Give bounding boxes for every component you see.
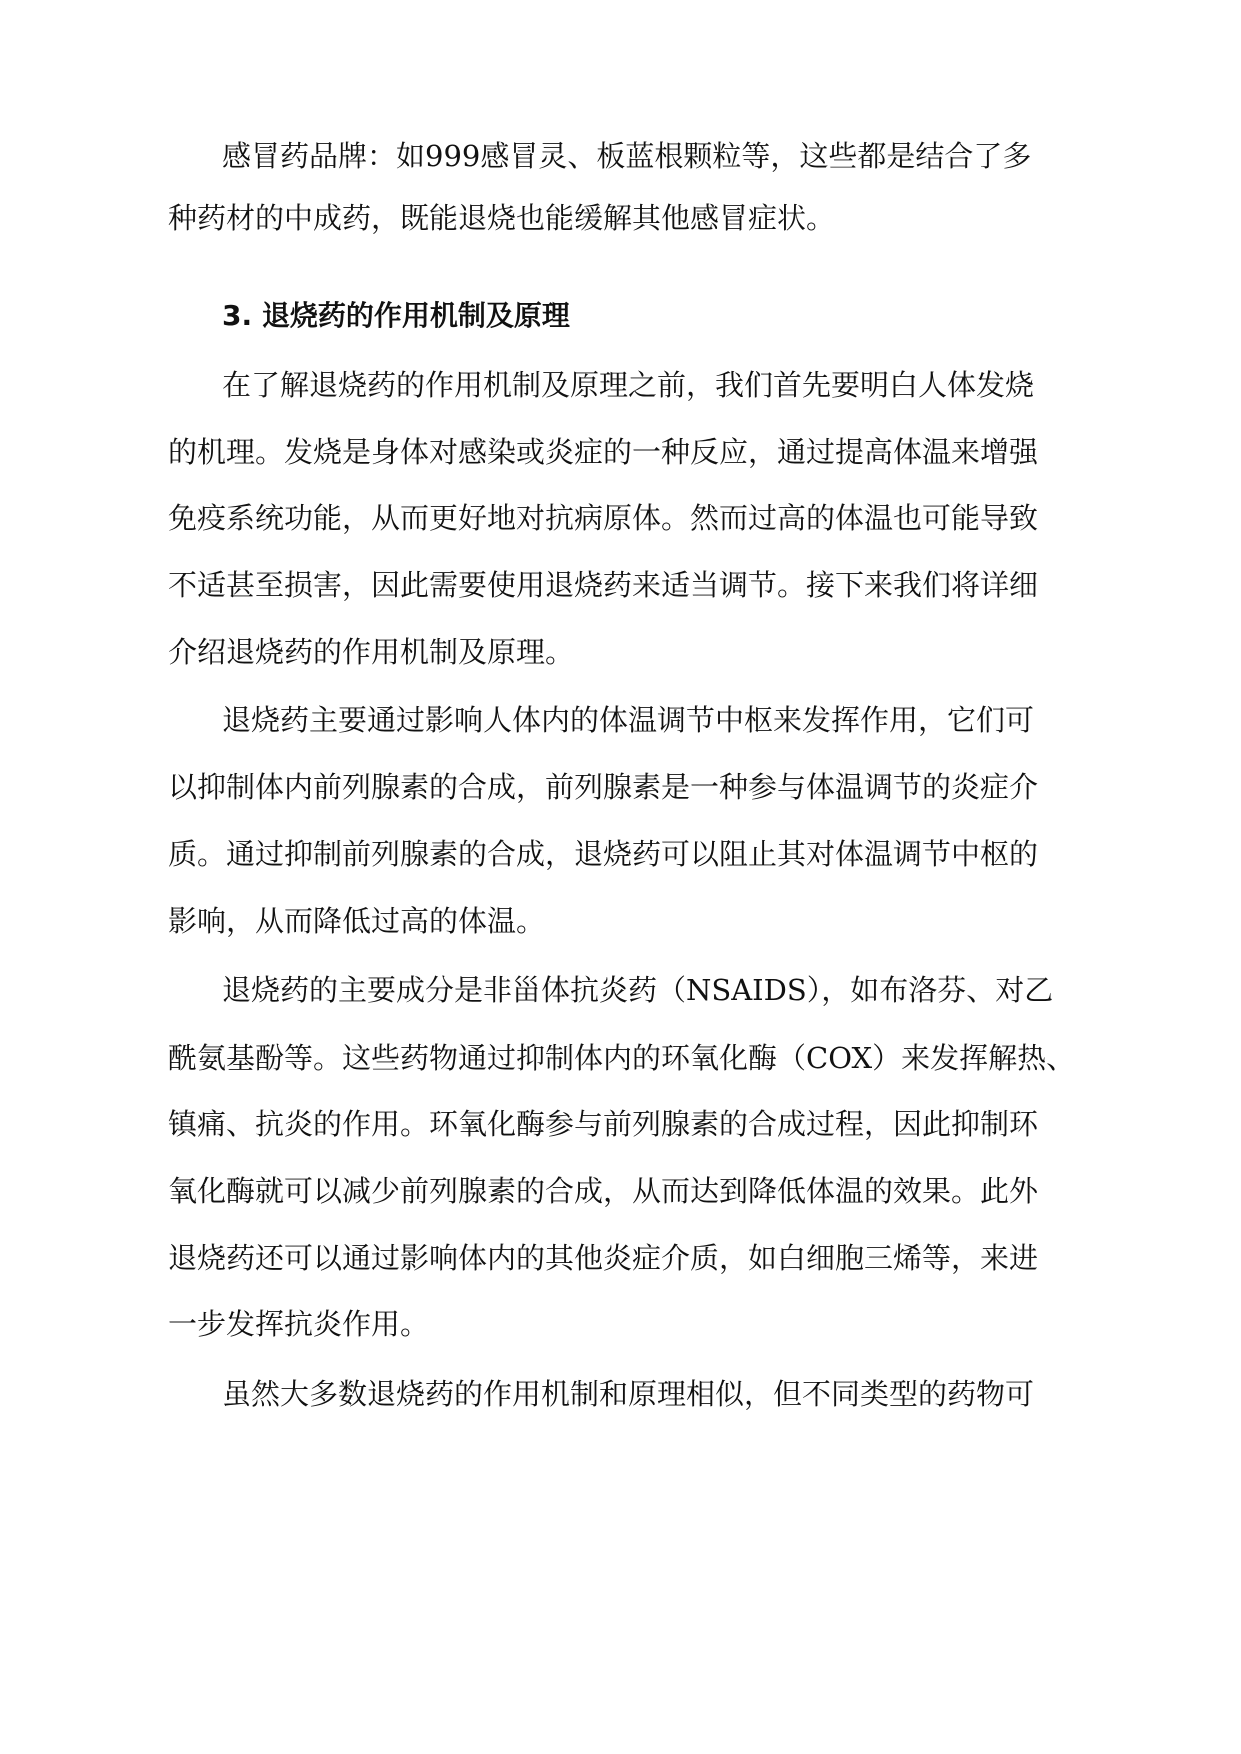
paragraph-5-line-1: 虽然大多数退烧药的作用机制和原理相似，但不同类型的药物可 <box>222 1377 1035 1411</box>
paragraph-1-line-1: 感冒药品牌：如999感冒灵、板蓝根颗粒等，这些都是结合了多 <box>222 139 1032 173</box>
paragraph-4-line-5: 退烧药还可以通过影响体内的其他炎症介质，如白细胞三烯等，来进 <box>168 1241 1039 1275</box>
paragraph-3-line-4: 影响，从而降低过高的体温。 <box>168 904 546 938</box>
paragraph-4-line-2: 酰氨基酚等。这些药物通过抑制体内的环氧化酶（COX）来发挥解热、 <box>168 1041 1076 1075</box>
paragraph-4-line-4: 氧化酶就可以减少前列腺素的合成，从而达到降低体温的效果。此外 <box>168 1174 1039 1208</box>
section-heading: 3. 退烧药的作用机制及原理 <box>222 299 570 332</box>
paragraph-3-line-1: 退烧药主要通过影响人体内的体温调节中枢来发挥作用，它们可 <box>222 703 1035 737</box>
paragraph-2-line-4: 不适甚至损害，因此需要使用退烧药来适当调节。接下来我们将详细 <box>168 568 1039 602</box>
paragraph-3-line-3: 质。通过抑制前列腺素的合成，退烧药可以阻止其对体温调节中枢的 <box>168 837 1039 871</box>
paragraph-2-line-3: 免疫系统功能，从而更好地对抗病原体。然而过高的体温也可能导致 <box>168 501 1039 535</box>
paragraph-4-line-3: 镇痛、抗炎的作用。环氧化酶参与前列腺素的合成过程，因此抑制环 <box>168 1107 1039 1141</box>
paragraph-4-line-6: 一步发挥抗炎作用。 <box>168 1307 430 1341</box>
paragraph-3-line-2: 以抑制体内前列腺素的合成，前列腺素是一种参与体温调节的炎症介 <box>168 770 1039 804</box>
paragraph-1-line-2: 种药材的中成药，既能退烧也能缓解其他感冒症状。 <box>168 201 836 235</box>
paragraph-2-line-1: 在了解退烧药的作用机制及原理之前，我们首先要明白人体发烧 <box>222 368 1035 402</box>
paragraph-4-line-1: 退烧药的主要成分是非甾体抗炎药（NSAIDS），如布洛芬、对乙 <box>222 973 1054 1007</box>
paragraph-2-line-5: 介绍退烧药的作用机制及原理。 <box>168 635 575 669</box>
paragraph-2-line-2: 的机理。发烧是身体对感染或炎症的一种反应，通过提高体温来增强 <box>168 435 1039 469</box>
